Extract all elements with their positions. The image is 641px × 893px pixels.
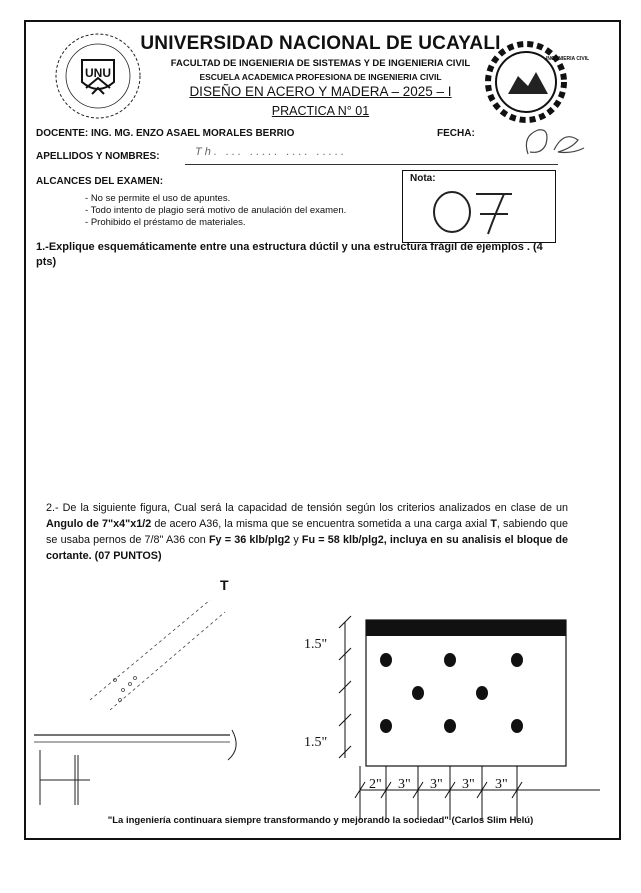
bolt-hole: [444, 719, 456, 733]
bolt-hole: [476, 686, 488, 700]
fecha-label: FECHA:: [437, 128, 475, 139]
vertical-dimensions: [339, 616, 351, 758]
q2-text-3: , sabiendo que se usaba pernos de 7/8" A36 con: [46, 518, 569, 546]
bolt-hole: [511, 653, 523, 667]
bolt-hole: [380, 653, 392, 667]
gusset-plate: [366, 620, 566, 766]
logo-left-text: UNU: [85, 66, 111, 80]
q2-angle: Angulo de 7"x4"x1/2: [46, 518, 152, 530]
grade-label: Nota:: [410, 173, 436, 184]
question-2: [46, 500, 568, 564]
edge-distance-bottom: 1.5": [304, 735, 328, 750]
angle-sketch: [34, 600, 236, 805]
logo-right-text: INGENIERIA CIVIL: [546, 56, 590, 62]
load-label: T: [220, 577, 229, 593]
horizontal-dimensions: [355, 766, 600, 820]
exam-rule: - Todo intento de plagio será motivo de anulación del examen.: [85, 205, 346, 217]
q2-fu: Fu = 58 klb/plg2,: [301, 534, 387, 546]
exam-scope-title: ALCANCES DEL EXAMEN:: [36, 176, 164, 187]
edge-distance-top: 1.5": [304, 637, 328, 652]
bolt-hole: [412, 686, 424, 700]
bolt-holes: [380, 653, 523, 733]
university-title: UNIVERSIDAD NACIONAL DE UCAYALI: [140, 33, 501, 54]
q2-text-4: incluya en su analisis el bloque de cortante. (07 PUNTOS): [46, 534, 568, 562]
q2-and: y: [290, 534, 302, 546]
spacing-label: 3": [430, 777, 443, 792]
exam-rule: - No se permite el uso de apuntes.: [85, 193, 346, 205]
faculty-name: FACULTAD DE INGENIERIA DE SISTEMAS Y DE INGENIERIA CIVIL: [170, 58, 471, 69]
bolt-hole: [511, 719, 523, 733]
practice-title: [0, 104, 641, 118]
apellidos-label: APELLIDOS Y NOMBRES:: [36, 151, 160, 162]
spacing-label: 2": [369, 777, 382, 792]
q2-text-2: de acero A36, la misma que se encuentra sometida a una carga axial: [151, 518, 491, 530]
angle-connection-figure: [20, 577, 620, 830]
practice-title-text: PRACTICA N° 01: [271, 104, 370, 118]
spacing-label: 3": [495, 777, 508, 792]
handwritten-grade: [410, 178, 530, 240]
q2-fy: Fy = 36 klb/plg2: [208, 534, 291, 546]
name-underline: [185, 164, 558, 165]
exam-rules-list: [85, 193, 346, 229]
bolt-hole: [380, 719, 392, 733]
grade-value: 07: [469, 238, 471, 239]
course-title-text: DISEÑO EN ACERO Y MADERA – 2025 – I: [189, 84, 452, 99]
school-name: ESCUELA ACADEMICA PROFESIONA DE INGENIERIA CIVIL: [199, 72, 442, 82]
bolt-hole: [444, 653, 456, 667]
spacing-label: 3": [462, 777, 475, 792]
exam-rule: - Prohibido el préstamo de materiales.: [85, 217, 346, 229]
handwritten-name: Th. ... ..... .... .....: [195, 146, 348, 158]
handwritten-marks-icon: [520, 120, 590, 162]
plate-edge-bar: [366, 620, 566, 636]
question-1: 1.-Explique esquemáticamente entre una estructura dúctil y una estructura frágil de ejemplos . (4 pts): [36, 241, 543, 268]
spacing-label: 3": [398, 777, 411, 792]
q2-text-1: 2.- De la siguiente figura, Cual será la capacidad de tensión según los criterios analizados en clase de un: [46, 502, 568, 514]
docente-line: DOCENTE: ING. MG. ENZO ASAEL MORALES BERRIO: [36, 128, 295, 139]
q2-load: T: [490, 518, 497, 530]
footer-quote: "La ingeniería continuara siempre transformando y mejorando la sociedad" (Carlos Slim Helú): [107, 815, 534, 826]
course-title: [0, 84, 641, 99]
